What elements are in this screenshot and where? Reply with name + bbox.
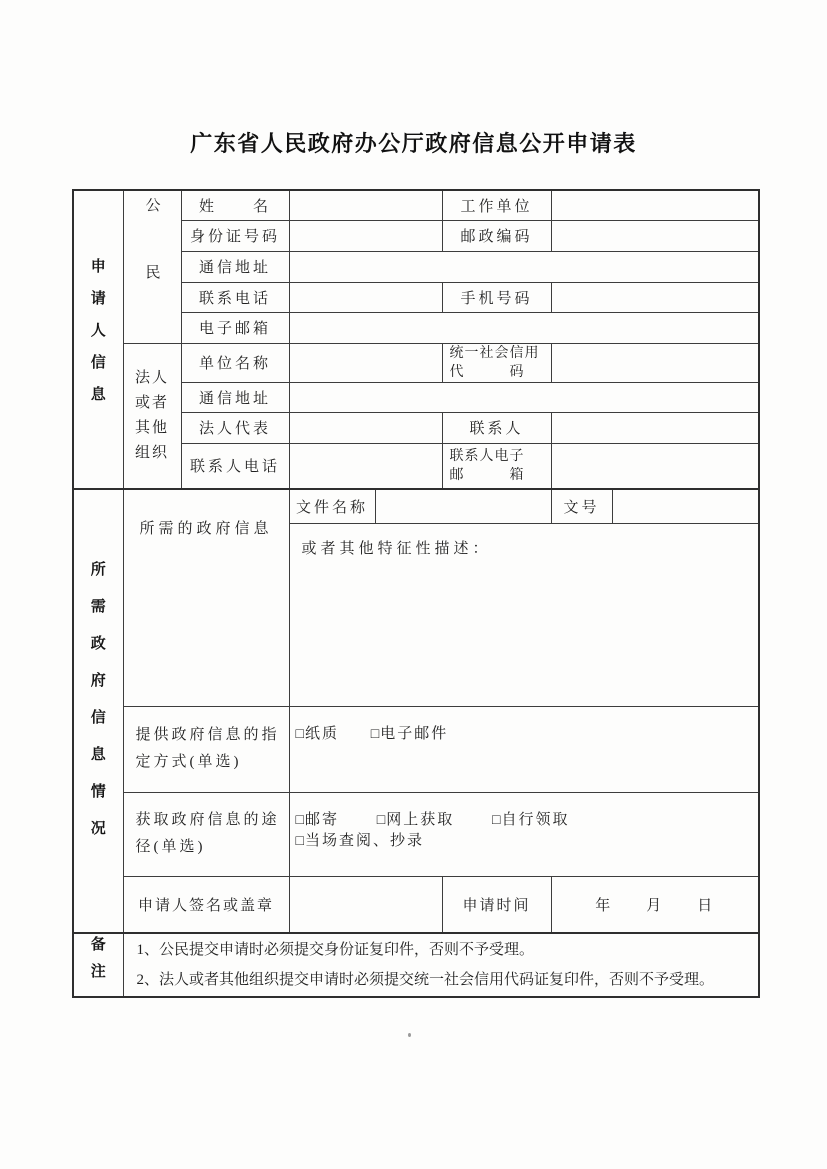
legal-representative-label: 法人代表 (181, 412, 289, 443)
legal-group-label: 法人或者其他组织 (134, 369, 169, 461)
file-name-value-cell (375, 489, 551, 523)
name-label: 姓 名 (181, 190, 289, 220)
format-options-cell (289, 706, 759, 792)
credit-code-label-line2: 代 码 (449, 364, 525, 380)
doc-number-label: 文号 (551, 489, 612, 523)
row-format-choice (73, 706, 759, 792)
contact-email-label-line2: 邮 箱 (449, 467, 525, 483)
mobile-label: 手机号码 (442, 282, 551, 312)
request-section-cell (73, 489, 123, 933)
contact-email-label (442, 443, 551, 489)
legal-group-cell (123, 343, 181, 489)
row-channel-choice (73, 792, 759, 876)
phone-value-cell (289, 282, 442, 312)
file-name-label: 文件名称 (289, 489, 375, 523)
contact-person-value-cell (551, 412, 759, 443)
channel-option-mail (296, 808, 339, 829)
channel-option-online (377, 808, 454, 829)
scan-artifact-dot (408, 1033, 411, 1037)
postal-code-value-cell (551, 220, 759, 251)
signature-label: 申请人签名或盖章 (123, 876, 289, 933)
channel-option-online-label: 网上获取 (386, 811, 455, 828)
checkbox-unchecked-icon: □ (370, 726, 380, 742)
row-signature (73, 876, 759, 933)
row-file-name (73, 489, 759, 523)
name-value-cell (289, 190, 442, 220)
notes-content-cell (123, 933, 759, 997)
org-postal-address-label: 通信地址 (181, 382, 289, 412)
row-name (73, 190, 759, 220)
apply-time-label: 申请时间 (442, 876, 551, 933)
other-description-cell: 或者其他特征性描述： (289, 523, 759, 706)
contact-phone-value-cell (289, 443, 442, 489)
application-form-table (72, 189, 760, 998)
work-unit-value-cell (551, 190, 759, 220)
work-unit-label: 工作单位 (442, 190, 551, 220)
form-title: 广东省人民政府办公厅政府信息公开申请表 (190, 132, 637, 157)
postal-address-value-cell (289, 251, 759, 282)
notes-section-cell (73, 933, 123, 997)
channel-row-label: 获取政府信息的途径(单选) (123, 792, 289, 876)
checkbox-unchecked-icon: □ (295, 726, 304, 742)
row-org-name (73, 343, 759, 382)
citizen-group-cell (123, 190, 181, 343)
email-value-cell (289, 312, 759, 343)
citizen-group-label: 公民 (143, 197, 160, 332)
channel-option-pickup (492, 808, 569, 829)
phone-label: 联系电话 (181, 282, 289, 312)
format-option-paper (296, 722, 339, 743)
org-postal-address-value-cell (289, 382, 759, 412)
applicant-section-cell (73, 190, 123, 489)
notes-section-label: 备注 (88, 936, 107, 990)
format-option-paper-label: 纸质 (304, 725, 339, 742)
email-label: 电子邮箱 (181, 312, 289, 343)
needed-info-label: 所需的政府信息 (123, 489, 289, 706)
channel-option-onsite-label: 当场查阅、抄录 (304, 832, 424, 849)
id-number-label: 身份证号码 (181, 220, 289, 251)
checkbox-unchecked-icon: □ (491, 812, 501, 828)
apply-date-cell: 年 月 日 (551, 876, 759, 933)
request-section-label: 所需政府信息情况 (88, 561, 107, 857)
signature-value-cell (289, 876, 442, 933)
channel-option-onsite (296, 829, 424, 850)
doc-number-value-cell (612, 489, 759, 523)
checkbox-unchecked-icon: □ (295, 833, 304, 849)
note-line-2: 2、法人或者其他组织提交申请时必须提交统一社会信用代码证复印件，否则不予受理。 (136, 972, 715, 988)
channel-option-pickup-label: 自行领取 (501, 811, 570, 828)
postal-code-label: 邮政编码 (442, 220, 551, 251)
id-number-value-cell (289, 220, 442, 251)
contact-person-label: 联系人 (442, 412, 551, 443)
org-name-value-cell (289, 343, 442, 382)
postal-address-label: 通信地址 (181, 251, 289, 282)
note-line-1: 1、公民提交申请时必须提交身份证复印件，否则不予受理。 (136, 942, 535, 958)
credit-code-value-cell (551, 343, 759, 382)
checkbox-unchecked-icon: □ (295, 812, 304, 828)
checkbox-unchecked-icon: □ (376, 812, 386, 828)
legal-representative-value-cell (289, 412, 442, 443)
applicant-section-label: 申请人信息 (88, 257, 107, 418)
mobile-value-cell (551, 282, 759, 312)
contact-email-value-cell (551, 443, 759, 489)
credit-code-label (442, 343, 551, 382)
channel-option-mail-label: 邮寄 (304, 811, 339, 828)
contact-email-label-line1: 联系人电子 (449, 448, 525, 464)
format-option-email (371, 722, 448, 743)
contact-phone-label: 联系人电话 (181, 443, 289, 489)
channel-options-cell (289, 792, 759, 876)
row-notes (73, 933, 759, 997)
format-option-email-label: 电子邮件 (380, 725, 449, 742)
credit-code-label-line1: 统一社会信用 (449, 345, 540, 361)
format-row-label: 提供政府信息的指定方式(单选) (123, 706, 289, 792)
org-name-label: 单位名称 (181, 343, 289, 382)
